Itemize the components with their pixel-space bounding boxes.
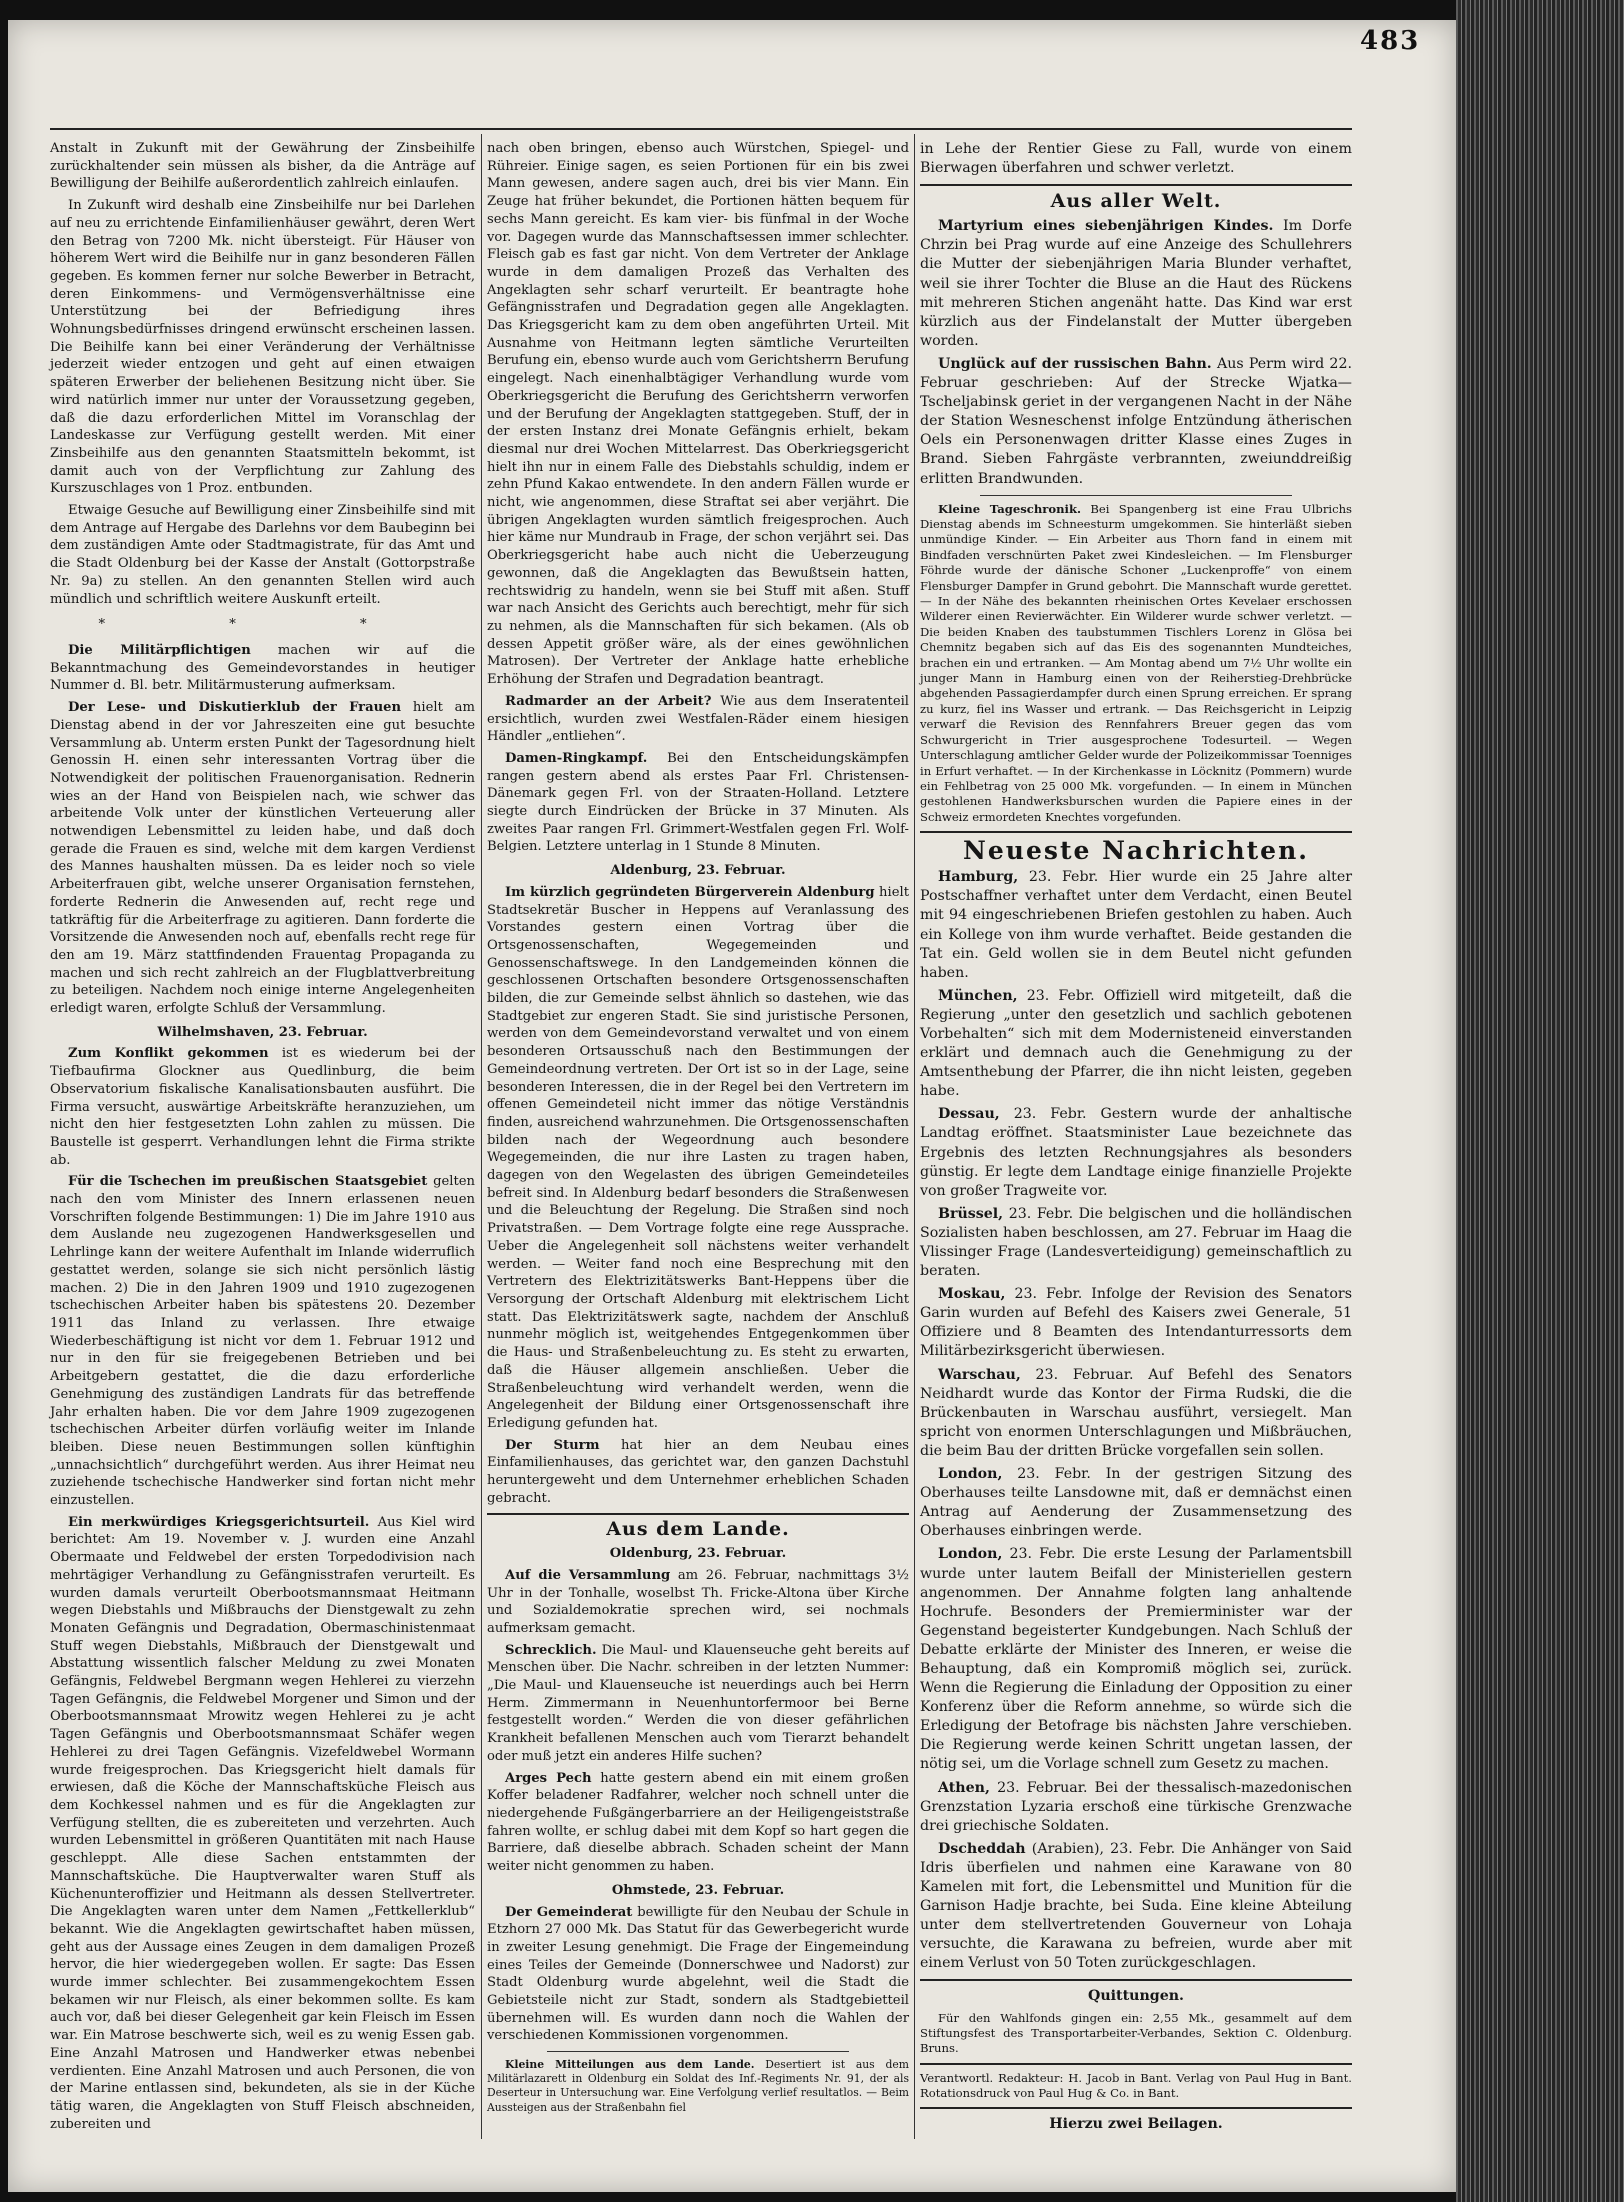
section-rule xyxy=(487,1513,909,1515)
dateline: Aldenburg, 23. Februar. xyxy=(610,863,786,879)
news-place: Brüssel, xyxy=(938,1205,1004,1222)
news-place: London, xyxy=(938,1466,1003,1483)
column-1 xyxy=(50,140,475,2137)
article-text: Die Maul- und Klauenseuche geht bereits auf Menschen über. Die Nachr. schreiben in der letzten Nummer: „Die Maul- und Klauenseuche ist neuerdings auch bei Herrn Herm. Zimmermann in Neuenhuntorfermoor bei Berne festgestellt worden.“ Werden die von dieser gefährlichen Krankheit befallenen Menschen auch vom Tierarzt behandelt oder muß jetzt ein anderes Hilfe suchen? xyxy=(487,1642,909,1764)
article-unglueck xyxy=(920,355,1352,489)
imprint: Verantwortl. Redakteur: H. Jacob in Bant. Verlag von Paul Hug in Bant. Rotationsdruck von Paul Hug & Co. in Bant. xyxy=(920,2070,1352,2100)
article-schrecklich xyxy=(487,1642,909,1766)
article-text: hielt am Dienstag abend in der vor Jahreszeiten eine gut besuchte Versammlung ab. Unterm ersten Punkt der Tagesordnung hielt Genossin H. einen sehr interessanten Vortrag über die Notwendigkeit der politischen Frauenorganisation. Rednerin wies an der Hand von Beispielen nach, wie schwer das arbeitende Volk unter der künstlichen Verteuerung aller notwendigen Lebensmittel zu leiden habe, und daß doch gerade die Frauen es sind, welche mit dem kargen Verdienst des Mannes haushalten müssen. Da es leider noch so viele Arbeiterfrauen gibt, welche unserer Organisation fernstehen, forderte Rednerin die Anwesenden auf, recht rege und tatkräftig für die Arbeiterfrage zu agitieren. Dann forderte die Vorsitzende die Anwesenden noch auf, ebenfalls recht rege für den am 19. März stattfindenden Frauentag Propaganda zu machen und sich recht zahlreich an der Flugblattverbreitung zu beteiligen. Nachdem noch einige interne Angelegenheiten erledigt waren, erfolgte Schluß der Versammlung. xyxy=(50,700,475,1017)
article-konflikt xyxy=(50,1045,475,1169)
article-text: hat hier an dem Neubau eines Einfamilienhauses, das gerichtet war, den ganzen Dachstuhl heruntergeweht und dem Unternehmer erheblichen Schaden gebracht. xyxy=(487,1437,910,1506)
article-headline: Kleine Mitteilungen aus dem Lande. xyxy=(505,2058,755,2072)
article-headline: Der Gemeinderat xyxy=(505,1904,633,1920)
article-headline: Kleine Tageschronik. xyxy=(938,501,1082,516)
column-divider-2 xyxy=(914,134,915,2139)
news-text: 23. Febr. Die belgischen und die holländischen Sozialisten haben beschlossen, am 27. Februar im Haag die Vlissinger Frage (Landesverteidigung) gemeinschaftlich zu beraten. xyxy=(920,1205,1353,1280)
article-kriegsgericht xyxy=(50,1514,475,2134)
news-text: 23. Februar. Bei der thessalisch-mazedonischen Grenzstation Lyzaria erschoß eine türkische Grenzwache drei griechische Soldaten. xyxy=(920,1779,1352,1834)
news-list xyxy=(920,868,1352,1973)
book-spine xyxy=(1456,0,1624,2202)
article-text: Aus Kiel wird berichtet: Am 19. November v. J. wurden eine Anzahl Obermaate und Feldwebel der ersten Torpedodivision nach mehrtägiger Verhandlung zu Gefängnisstrafen verurteilt. Es wurden damals verurteilt Oberbootsmannsmaat Heitmann wegen Diebstahls und Mißbrauchs der Dienstgewalt zu zehn Monaten Gefängnis und Degradation, Obermaschinistenmaat Stuff wegen Diebstahls, Mißbrauch der Dienstgewalt und Abstattung wissentlich falscher Meldung zu zwei Monaten Gefängnis, Feldwebel Bergmann wegen Hehlerei zu vierzehn Tagen Gefängnis, die Feldwebel Morgener und Simon und der Oberbootsmannsmaat Mrowitz wegen Hehlerei zu je acht Tagen Gefängnis und Oberbootsmannsmaat Schäfer wegen Hehlerei zu drei Tagen Gefängnis. Vizefeldwebel Wormann wurde freigesprochen. Das Kriegsgericht hielt damals für erwiesen, daß die Köche der Mannschaftsküche Fleisch aus dem Kochkessel nahmen und es für die Angeklagten zur Verfügung stellten, die es zubereiteten und verzehrten. Auch wurden Lebensmittel in größeren Quantitäten mit nach Hause geschleppt. Alle diese Sachen entstammten der Mannschaftsküche. Die Hauptverwalter waren Stuff als Küchenunteroffizier und Heitmann als dessen Stellvertreter. Die Angeklagten waren unter dem Namen „Fettkellerklub“ bekannt. Wie die Angeklagten gewirtschaftet haben müssen, geht aus der Aussage eines Zeugen in dem damaligen Prozeß hervor, die hier wiedergegeben wollen. Er sagte: Das Essen wurde immer schlechter. Bei zusammengekochtem Essen bekamen wir nur Fleisch, als einer bekommen sollte. Es kam auch vor, daß bei dieser Gelegenheit gar kein Fleisch im Essen war. Ein Matrose beschwerte sich, weil es zu wenig Essen gab. Eine Anzahl Matrosen und Handwerker etwas nebenbei verdienten. Eine Anzahl Matrosen und auch Personen, die von der Marine entlassen sind, bekundeten, als sie in der Küche tätig waren, die Angeklagten von Stuff Fleisch abschneiden, zubereiten und xyxy=(50,1514,475,2132)
article-headline: Unglück auf der russischen Bahn. xyxy=(938,355,1212,372)
article-headline: Der Sturm xyxy=(505,1437,600,1453)
dateline: Wilhelmshaven, 23. Februar. xyxy=(157,1024,368,1040)
article-damen xyxy=(487,750,909,856)
news-text: (Arabien), 23. Febr. Die Anhänger von Said Idris überfielen und nahmen eine Karawane von 80 Kamelen mit fort, die Lebensmittel und Munition für die Garnison Hadje brachte, bei Suda. Eine kleine Abteilung unter dem stellvertretenden Gouverneur von Lohaja versuchte, die Karawana zu befreien, wurde aber mit einem Verlust von 50 Toten zurückgeschlagen. xyxy=(920,1840,1353,1972)
article-text: Aus Perm wird 22. Februar geschrieben: Auf der Strecke Wjatka—Tscheljabinsk geriet in der vergangenen Nacht in der Nähe der Station Wesneschenst infolge Entzündung ätherischen Oels ein Personenwagen dritter Klasse eines Zuges in Brand. Sieben Fahrgäste verbrannten, zweiunddreißig erlitten Brandwunden. xyxy=(920,355,1352,487)
article-buergerverein xyxy=(487,884,909,1433)
article-text: machen wir auf die Bekanntmachung des Gemeindevorstandes in heutiger Nummer d. Bl. betr. Militärmusterung aufmerksam. xyxy=(50,642,475,694)
news-item xyxy=(920,1105,1352,1200)
article-text: hielt Stadtsekretär Buscher in Heppens auf Veranlassung des Vorstandes gestern einen Vortrag über die Ortsgenossenschaften, Wegegemeinden und Genossenschaftswege. In den Landgemeinden können die geschlossenen Ortschaften besondere Ortsgenossenschaften bilden, die zur Gemeinde selbst ähnlich so dastehen, wie das Stadtgebiet zur engeren Stadt. Sie sind juristische Personen, werden von dem Gemeindevorstand verwaltet und von einem besonderen Ortsausschuß nach den Bestimmungen der Gemeindeordnung vertreten. Der Ort ist so in der Lage, seine besonderen Interessen, die in der Regel bei den Vertretern im offenen Gemeindeteil nicht immer das nötige Verständnis finden, ausreichend wahrzunehmen. Die Ortsgenossenschaften bilden nach der Wegeordnung auch besondere Wegegemeinden, die nur ihre Lasten zu tragen haben, dagegen von den Wegelasten des übrigen Gemeindeteiles befreit sind. In Aldenburg bedarf besonders die Straßenwesen und die Beleuchtung der Regelung. Die Straßen sind noch Privatstraßen. — Dem Vortrage folgte eine rege Aussprache. Ueber die Angelegenheit soll nächstens weiter verhandelt werden. — Weiter fand noch eine Besprechung mit den Vertretern des Elektrizitätswerks Bant-Heppens über die Versorgung der Ortschaft Aldenburg mit elektrischem Licht statt. Das Elektrizitätswerk sagte, nachdem der Anschluß nunmehr möglich ist, weitgehendes Entgegenkommen über die Haus- und Straßenbeleuchtung zu. Es steht zu erwarten, daß die Häuser allgemein anschließen. Ueber die Straßenbeleuchtung wird verhandelt werden, wenn die Angelegenheit der Bildung einer Ortsgenossenschaft ihre Erledigung gefunden hat. xyxy=(487,884,910,1431)
section-heading-lande: Aus dem Lande. xyxy=(606,1518,790,1541)
article-gemeinderat xyxy=(487,1904,909,2046)
news-text: 23. Febr. Gestern wurde der anhaltische Landtag eröffnet. Staatsminister Laue bezeichnete das Ergebnis des letzten Rechnungsjahres als besonders günstig. Er legte dem Landtage einige finanzielle Projekte von großer Tragweite vor. xyxy=(920,1106,1353,1199)
article-headline: Damen-Ringkampf. xyxy=(505,750,648,766)
article-text: gelten nach den vom Minister des Innern erlassenen neuen Vorschriften folgende Bestimmungen: 1) Die im Jahre 1910 aus dem Auslande neu zugezogenen Handwerksgesellen und Lehrlinge kann der weitere Aufenthalt im Inlande widerruflich gestattet werden, solange sie sich nicht persönlich lästig machen. 2) Die in den Jahren 1909 und 1910 zugezogenen tschechischen Arbeiter haben bis spätestens 20. Dezember 1911 das Inland zu verlassen. Ihre etwaige Wiederbeschäftigung ist nicht vor dem 1. Februar 1912 und nur in den für sie freigegebenen Betrieben und bei Arbeitgebern gestattet, die die dazu erforderliche Genehmigung des zuständigen Landrats für das betreffende Jahr erhalten haben. Die vor dem Jahre 1909 zugezogenen tschechischen Arbeiter dürfen vorläufig weiter im Inlande bleiben. Diese neuen Bestimmungen sollen künftighin „unnachsichtlich“ durchgeführt werden. Aus ihrer Heimat neu zuziehende tschechische Handwerker sind fortan nicht mehr einzustellen. xyxy=(50,1174,475,1509)
news-place: London, xyxy=(938,1546,1003,1563)
article-sturm xyxy=(487,1437,909,1508)
column-divider-1 xyxy=(481,134,482,2139)
quittungen-heading: Quittungen. xyxy=(1087,1988,1184,2005)
dateline: Oldenburg, 23. Februar. xyxy=(609,1546,787,1562)
news-text: 23. Februar. Auf Befehl des Senators Neidhardt wurde das Kontor der Firma Rudski, die die Brückenbauten in Warschau ausführt, versiegelt. Man spricht von enormen Unterschlagungen und Mißbräuchen, die beim Bau der dritten Brücke vorgefallen sein sollen. xyxy=(920,1366,1352,1459)
section-rule xyxy=(920,1979,1352,1981)
dateline: Ohmstede, 23. Februar. xyxy=(611,1882,785,1898)
news-item xyxy=(920,987,1352,1102)
news-text: 23. Febr. Offiziell wird mitgeteilt, daß die Regierung „unter den gesetzlich und sachlich gebotenen Vorbehalten“ sich mit dem Modernisteneid einverstanden erklärt und demnach auch die Genehmigung zu der Amtsenthebung der Pfarrer, die ihn nicht leisten, gegeben habe. xyxy=(920,987,1352,1100)
article-headline: Für die Tschechen im preußischen Staatsgebiet xyxy=(68,1174,428,1190)
article-text: Im Dorfe Chrzin bei Prag wurde auf eine Anzeige des Schullehrers die Mutter der siebenjährigen Maria Blunder verhaftet, weil sie ihrer Tochter die Bluse an die Haut des Rückens mit mehreren Stichen angenäht hatte. Das Kind war erst kürzlich aus der Findelanstalt der Mutter übergeben worden. xyxy=(920,218,1353,349)
news-item xyxy=(920,1205,1352,1281)
article-text: Desertiert ist aus dem Militärlazarett in Oldenburg ein Soldat des Inf.-Regiments Nr. 91, der als Deserteur in Untersuchung war. Eine Verfolgung verlief resultatlos. — Beim Aussteigen aus der Straßenbahn fiel xyxy=(487,2058,909,2114)
article-headline: Ein merkwürdiges Kriegsgerichtsurteil. xyxy=(68,1514,370,1530)
article-radmarder xyxy=(487,693,909,746)
news-item xyxy=(920,1840,1352,1974)
column-3 xyxy=(920,140,1352,2138)
article-frauen xyxy=(50,699,475,1018)
news-text: 23. Febr. Die erste Lesung der Parlamentsbill wurde unter lautem Beifall der Ministeriellen gestern angenommen. Der Annahme folgten lang anhaltende Hochrufe. Besonders der Premierminister war der Gegenstand begeisterter Kundgebungen. Nach Schluß der Debatte erklärte der Minister des Inneren, er weise die Behauptung, daß ein Kompromiß möglich sei, zurück. Wenn die Regierung die Einladung der Opposition zu einer Konferenz über die Reform annehme, so würde sich die Erledigung der Betofrage bis nächsten Jahre verschieben. Die Regierung werde keinen Schritt ungetan lassen, der nötig sei, um die Vorlage schnell zum Gesetz zu machen. xyxy=(920,1546,1352,1773)
article-pech xyxy=(487,1770,909,1876)
section-rule xyxy=(920,184,1352,186)
quittungen-text: Für den Wahlfonds gingen ein: 2,55 Mk., gesammelt auf dem Stiftungsfest des Transportarbeiter-Verbandes, Sektion C. Oldenburg. Bruns. xyxy=(920,2010,1352,2056)
article-headline: Radmarder an der Arbeit? xyxy=(505,693,712,709)
article-text: Wie aus dem Inseratenteil ersichtlich, wurden zwei Westfalen-Räder einem hiesigen Händler „entliehen“. xyxy=(487,693,909,745)
article-versammlung xyxy=(487,1567,909,1638)
article-headline: Martyrium eines siebenjährigen Kindes. xyxy=(938,218,1274,235)
news-text: 23. Febr. Infolge der Revision des Senators Garin wurden auf Befehl des Kaisers zwei Generale, 51 Offiziere und 8 Beamten des Intendanturressorts dem Militärbezirksgericht überwiesen. xyxy=(920,1286,1352,1360)
beilagen-note: Hierzu zwei Beilagen. xyxy=(1049,2115,1223,2132)
article-continuation: nach oben bringen, ebenso auch Würstchen, Spiegel- und Rühreier. Einige sagen, es seien Portionen für ein bis zwei Mann gewesen, andere sagen auch, drei bis vier Mann. Ein Zeuge hat früher bekundet, die Portionen hätten bequem für sechs Mann gereicht. Es kam vier- bis fünfmal in der Woche vor. Dagegen wurde das Mannschaftsessen immer schlechter. Fleisch gab es fast gar nicht. Von dem Vertreter der Anklage wurde in dem damaligen Prozeß das Verhalten des Angeklagten sehr scharf verurteilt. Er beantragte hohe Gefängnisstrafen und Degradation gegen alle Angeklagten. Das Kriegsgericht kam zu dem oben angeführten Urteil. Mit Ausnahme von Heitmann legten sämtliche Verurteilten Berufung ein, ebenso wurde auch vom Gerichtsherrn Berufung eingelegt. Nach einenhalbtägiger Verhandlung wurde vom Oberkriegsgericht die Berufung des Gerichtsherrn verworfen und der Berufung der Angeklagten stattgegeben. Stuff, der in der ersten Instanz drei Monate Gefängnis erhielt, bekam diesmal nur drei Wochen Mittelarrest. Das Oberkriegsgericht hielt ihn nur in einem Falle des Diebstahls schuldig, indem er zehn Pfund Kakao entwendete. In den andern Fällen wurde er nicht, wie angenommen, diese Straftat sei aber verjährt. Die übrigen Angeklagten wurden sämtlich freigesprochen. Auch hier käme nur Mundraub in Frage, der schon verjährt sei. Das Oberkriegsgericht habe auch nicht die Ueberzeugung gewonnen, daß die Angeklagten das Bewußtsein hatten, rechtswidrig zu handeln, wenn sie bei Stuff mit aßen. Stuff war nach Ansicht des Gerichts auch berechtigt, mehr für sich zu nehmen, als die Mannschaften für sich bekamen. (Als ob dessen Appetit größer wäre, als der eines gewöhnlichen Matrosen). Der Vertreter der Anklage hatte erhebliche Erhöhung der Strafen und Degradation beantragt. xyxy=(487,141,909,688)
short-rule xyxy=(547,2051,849,2052)
news-item xyxy=(920,1366,1352,1461)
article-headline: Arges Pech xyxy=(505,1770,592,1786)
article-paragraph: Etwaige Gesuche auf Bewilligung einer Zinsbeihilfe sind mit dem Antrage auf Hergabe des Darlehns vor dem Baubeginn bei dem zuständigen Amte oder Stadtmagistrate, für das Amt und die Stadt Oldenburg bei der Kasse der Anstalt (Gottorpstraße Nr. 9a) zu stellen. An den genannten Stellen wird auch mündlich und schriftlich weitere Auskunft erteilt. xyxy=(50,503,475,607)
news-place: Dessau, xyxy=(938,1106,1000,1123)
news-item xyxy=(920,1285,1352,1361)
article-text: Bei Spangenberg ist eine Frau Ulbrichs Dienstag abends im Schneesturm umgekommen. Sie hinterläßt sieben unmündige Kinder. — Ein Arbeiter aus Thorn fand in einem mit Bindfaden verschnürten Paket zwei Kindesleichen. — Im Flensburger Föhrde wurde der dänische Schoner „Luckenproffe“ von einem Flensburger Dampfer in Grund gebohrt. Die Mannschaft wurde gerettet. — In der Nähe des bekannten rheinischen Ortes Kevelaer erschossen Wilderer einen Revierwächter. Ein Wilderer wurde schwer verletzt. — Die beiden Knaben des taubstummen Tischlers Lorenz in Glösa bei Chemnitz begaben sich auf das Eis des sogenannten Mundteiches, brachen ein und ertranken. — Am Montag abend um 7½ Uhr wollte ein junger Mann in Hamburg einen von der Reiherstieg-Drehbrücke abgehenden Passagierdampfer durch einen Sprung erreichen. Er sprang zu kurz, fiel ins Wasser und ertrank. — Das Reichsgericht in Leipzig verwarf die Revision des Rennfahrers Breuer gegen das vom Schwurgericht in Trier ausgesprochene Todesurteil. — Wegen Unterschlagung amtlicher Gelder wurde der Polizeikommissar Toenniges in Erfurt verhaftet. — In der Kirchenkasse in Löcknitz (Pommern) wurde ein Fehlbetrag von 25 000 Mk. vorgefunden. — In einem in München gestohlenen Handwerksburschen wurden die Papiere eines in der Schweiz ermordeten Knechtes vorgefunden. xyxy=(920,501,1352,824)
article-headline: Schrecklich. xyxy=(505,1642,597,1658)
article-paragraph: Anstalt in Zukunft mit der Gewährung der Zinsbeihilfe zurückhaltender sein müssen als bisher, da die Anträge auf Bewilligung der Beihilfe außerordentlich zahlreich einlaufen. xyxy=(50,141,475,192)
news-text: 23. Febr. In der gestrigen Sitzung des Oberhauses teilte Lansdowne mit, daß er demnächst einen Antrag auf Aenderung der Zusammensetzung des Oberhauses einbringen werde. xyxy=(920,1466,1352,1540)
news-place: Athen, xyxy=(938,1779,990,1796)
news-place: Moskau, xyxy=(938,1286,1006,1303)
article-kleine-mitteilungen xyxy=(487,2058,909,2115)
news-item xyxy=(920,868,1352,983)
news-text: 23. Febr. Hier wurde ein 25 Jahre alter Postschaffner verhaftet unter dem Verdacht, einen Beutel mit 94 eingeschriebenen Briefen gestohlen zu haben. Auch ein Kollege von ihm wurde verhaftet. Beide gestanden die Tat ein. Geld wollen sie in dem Beutel nicht gefunden haben. xyxy=(920,869,1353,981)
article-headline: Die Militärpflichtigen xyxy=(68,642,251,658)
news-place: München, xyxy=(938,987,1018,1004)
article-continuation: in Lehe der Rentier Giese zu Fall, wurde von einem Bierwagen überfahren und schwer verletzt. xyxy=(920,141,1352,177)
news-place: Dscheddah xyxy=(938,1840,1026,1857)
article-tageschronik xyxy=(920,502,1352,826)
article-text: hatte gestern abend ein mit einem großen Koffer beladener Radfahrer, welcher noch schnell unter die niedergehende Fußgängerbarriere an der Heiligengeiststraße fahren wollte, er schlug dabei mit dem Kopf so hart gegen die Barriere, daß dieselbe abbrach. Schaden scheint der Mann weiter nicht genommen zu haben. xyxy=(487,1770,909,1875)
news-place: Warschau, xyxy=(938,1366,1021,1383)
article-militaer xyxy=(50,642,475,695)
article-paragraph: In Zukunft wird deshalb eine Zinsbeihilfe nur bei Darlehen auf neu zu errichtende Einfamilienhäuser gewährt, deren Wert den Betrag von 7200 Mk. nicht übersteigt. Für Häuser von höherem Wert wird die Beihilfe nur in ganz besonderen Fällen gegeben. Es kommen ferner nur solche Bewerber in Betracht, deren Einkommens- und Vermögensverhältnisse eine Unterstützung bei der Befriedigung ihres Wohnungsbedürfnisses dringend erwünscht erscheinen lassen. Die Beihilfe kann bei einer Veränderung der Verhältnisse jederzeit wieder entzogen und geht auf einen etwaigen späteren Erwerber der beliehenen Besitzung nicht über. Sie wird natürlich immer nur unter der Voraussetzung gegeben, daß die dazu erforderlichen Mittel im Voranschlag der Landeskasse zur Verfügung gestellt werden. Mit einer Zinsbeihilfe aus den genannten Staatsmitteln bekommt, ist damit auch von der Verpflichtung zur Zahlung des Kurszuschlages von 1 Proz. entbunden. xyxy=(50,198,475,497)
section-rule xyxy=(920,2107,1352,2109)
article-text: Bei den Entscheidungskämpfen rangen gestern abend als erstes Paar Frl. Christensen-Dänemark gegen Frl. von der Straaten-Holland. Letztere siegte durch Eindrücken der Brücke in 37 Minuten. Als zweites Paar rangen Frl. Grimmert-Westfalen gegen Frl. Wolf-Belgien. Letztere unterlag in 1 Stunde 8 Minuten. xyxy=(487,750,909,855)
page-number: 483 xyxy=(1360,26,1421,56)
short-rule xyxy=(980,495,1292,496)
news-item xyxy=(920,1545,1352,1774)
article-headline: Im kürzlich gegründeten Bürgerverein Aldenburg xyxy=(505,884,875,900)
section-rule xyxy=(920,831,1352,833)
section-rule xyxy=(920,2063,1352,2065)
article-headline: Zum Konflikt gekommen xyxy=(68,1046,269,1062)
article-text: ist es wiederum bei der Tiefbaufirma Glockner aus Quedlinburg, die beim Observatorium fiskalische Kanalisationsbauten ausführt. Die Firma versucht, auswärtige Arbeitskräfte heranzuziehen, um nicht den hier festgesetzten Lohn zahlen zu müssen. Die Baustelle ist gesperrt. Verhandlungen lehnt die Firma strikte ab. xyxy=(50,1046,476,1168)
news-item xyxy=(920,1779,1352,1836)
section-heading-welt: Aus aller Welt. xyxy=(1050,190,1222,213)
article-text: am 26. Februar, nachmittags 3½ Uhr in der Tonhalle, woselbst Th. Fricke-Altona über Kirche und Sozialdemokratie sprechen wird, sei nochmals aufmerksam gemacht. xyxy=(487,1567,910,1636)
article-tschechen xyxy=(50,1173,475,1509)
news-place: Hamburg, xyxy=(938,869,1019,886)
news-item xyxy=(920,1465,1352,1541)
article-text: bewilligte für den Neubau der Schule in Etzhorn 27 000 Mk. Das Statut für das Gewerbegericht wurde in zweiter Lesung genehmigt. Die Frage der Eingemeindung eines Teiles der Gemeinde (Donnerschwee und Nadorst) zur Stadt Oldenburg wurde abgelehnt, weil die Stadt die Gebietsteile nicht zur Stadt, sondern als Stadtgebietteil übernehmen will. Es wurden dann noch die Wahlen der verschiedenen Kommissionen vorgenommen. xyxy=(487,1904,909,2044)
column-2 xyxy=(487,140,909,2119)
section-separator-stars: * * * xyxy=(98,617,427,633)
section-heading-neueste: Neueste Nachrichten. xyxy=(963,836,1309,866)
top-rule xyxy=(50,128,1352,130)
article-headline: Auf die Versammlung xyxy=(505,1567,671,1583)
article-headline: Der Lese- und Diskutierklub der Frauen xyxy=(68,700,402,716)
article-martyrium xyxy=(920,217,1352,351)
